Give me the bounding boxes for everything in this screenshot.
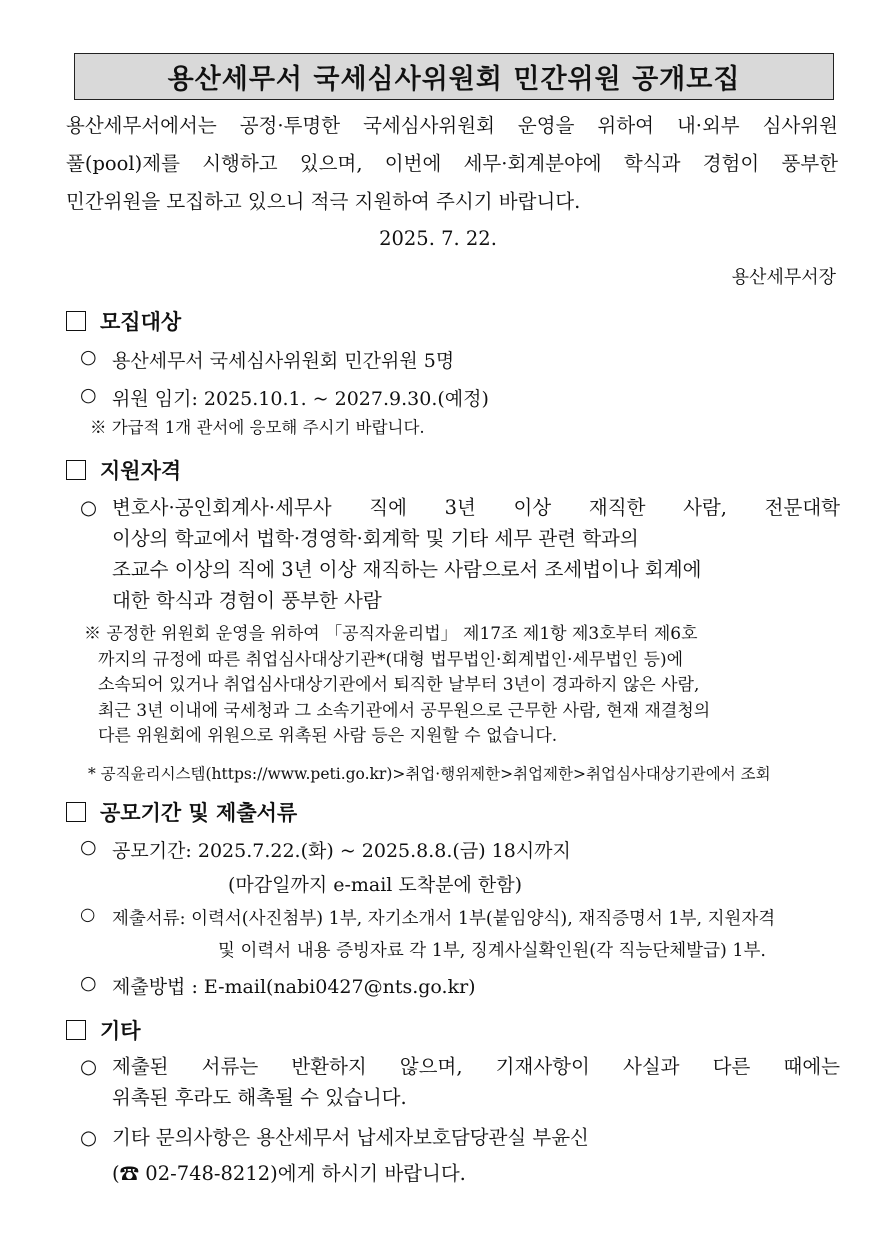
section-heading-recruit xyxy=(66,306,181,336)
note-line: 소속되어 있거나 취업심사대상기관에서 퇴직한 날부터 3년이 경과하지 않은 사람, xyxy=(98,675,700,695)
etc-line xyxy=(80,1051,840,1082)
docs-text-cont: 및 이력서 내용 증빙자료 각 1부, 징계사실확인원(각 직능단체발급) 1부. xyxy=(218,941,766,961)
title-box xyxy=(74,53,834,100)
etc-line: 위촉된 후라도 해촉될 수 있습니다. xyxy=(112,1086,407,1109)
etc-line: (☎ 02-748-8212)에게 하시기 바랍니다. xyxy=(112,1162,466,1185)
circle-bullet-icon: ○ xyxy=(80,496,98,519)
etc-text: 제출된 서류는 반환하지 않으며, 기재사항이 사실과 다른 때에는 xyxy=(112,1055,840,1078)
section-heading-label: 공모기간 및 제출서류 xyxy=(100,801,298,825)
qualification-line: 조교수 이상의 직에 3년 이상 재직하는 사람으로서 조세법이나 회계에 xyxy=(112,558,702,581)
list-item xyxy=(80,346,454,373)
list-item xyxy=(80,836,571,863)
qualification-line: 대한 학식과 경험이 풍부한 사람 xyxy=(112,589,382,612)
note-line: 다른 위원회에 위원으로 위촉된 사람 등은 지원할 수 없습니다. xyxy=(98,726,558,746)
method-text: 제출방법 : E-mail(nabi0427@nts.go.kr) xyxy=(112,976,476,998)
intro-line: 민간위원을 모집하고 있으니 적극 지원하여 주시기 바랍니다. xyxy=(66,190,581,213)
section-heading-label: 기타 xyxy=(100,1019,141,1043)
qualification-body xyxy=(80,492,840,616)
section-heading-label: 지원자격 xyxy=(100,459,182,483)
period-text: 공모기간: 2025.7.22.(화) ~ 2025.8.8.(금) 18시까지 xyxy=(112,840,571,862)
circle-bullet-icon: ○ xyxy=(80,836,97,858)
recruit-note: ※ 가급적 1개 관서에 응모해 주시기 바랍니다. xyxy=(90,418,425,437)
qualification-text: 변호사·공인회계사·세무사 직에 3년 이상 재직한 사람, 전문대학 xyxy=(112,496,840,519)
section-heading-etc xyxy=(66,1015,141,1045)
note-line: ※ 공정한 위원회 운영을 위하여 「공직자윤리법」 제17조 제1항 제3호부터 제6호 xyxy=(84,624,698,644)
etc-body-2 xyxy=(80,1120,840,1192)
qualification-note xyxy=(84,622,840,750)
circle-bullet-icon: ○ xyxy=(80,346,97,368)
etc-text: 기타 문의사항은 용산세무서 납세자보호담당관실 부윤신 xyxy=(112,1126,589,1149)
qualification-line xyxy=(80,492,840,523)
section-heading-period xyxy=(66,797,297,827)
period-sub: (마감일까지 e-mail 도착분에 한함) xyxy=(228,874,523,896)
list-item-text: 위원 임기: 2025.10.1. ~ 2027.9.30.(예정) xyxy=(112,388,489,410)
circle-bullet-icon: ○ xyxy=(80,905,96,925)
page-title: 용산세무서 국세심사위원회 민간위원 공개모집 xyxy=(167,64,741,95)
checkbox-square-icon xyxy=(66,460,86,480)
list-item-text: 용산세무서 국세심사위원회 민간위원 5명 xyxy=(112,350,455,372)
docs-text: 제출서류: 이력서(사진첨부) 1부, 자기소개서 1부(붙임양식), 재직증명서 1부, 지원자격 xyxy=(112,909,776,929)
section-heading-label: 모집대상 xyxy=(100,310,182,334)
circle-bullet-icon: ○ xyxy=(80,1126,98,1149)
intro-line: 용산세무서에서는 공정·투명한 국세심사위원회 운영을 위하여 내·외부 심사위원 xyxy=(66,114,838,137)
section-heading-qualification xyxy=(66,455,181,485)
circle-bullet-icon: ○ xyxy=(80,1055,98,1078)
qualification-line: 이상의 학교에서 법학·경영학·회계학 및 기타 세무 관련 학과의 xyxy=(112,527,639,550)
announcement-date: 2025. 7. 22. xyxy=(379,227,497,250)
list-item xyxy=(80,384,489,411)
checkbox-square-icon xyxy=(66,802,86,822)
etc-body xyxy=(80,1051,840,1113)
note-line: 까지의 규정에 따른 취업심사대상기관*(대형 법무법인·회계법인·세무법인 등)에 xyxy=(98,649,684,670)
circle-bullet-icon: ○ xyxy=(80,972,97,994)
checkbox-square-icon xyxy=(66,1020,86,1040)
intro-paragraph xyxy=(66,107,838,221)
circle-bullet-icon: ○ xyxy=(80,384,97,406)
signature: 용산세무서장 xyxy=(731,267,836,288)
checkbox-square-icon xyxy=(66,311,86,331)
list-item xyxy=(80,972,476,999)
intro-line: 풀(pool)제를 시행하고 있으며, 이번에 세무·회계분야에 학식과 경험이 풍부한 xyxy=(66,152,838,175)
list-item xyxy=(80,905,775,930)
etc-line xyxy=(80,1120,840,1156)
qualification-footnote: * 공직윤리시스템(https://www.peti.go.kr)>취업·행위제한>취업제한>취업심사대상기관에서 조회 xyxy=(88,765,771,783)
note-line: 최근 3년 이내에 국세청과 그 소속기관에서 공무원으로 근무한 사람, 현재 재결청의 xyxy=(98,700,711,721)
